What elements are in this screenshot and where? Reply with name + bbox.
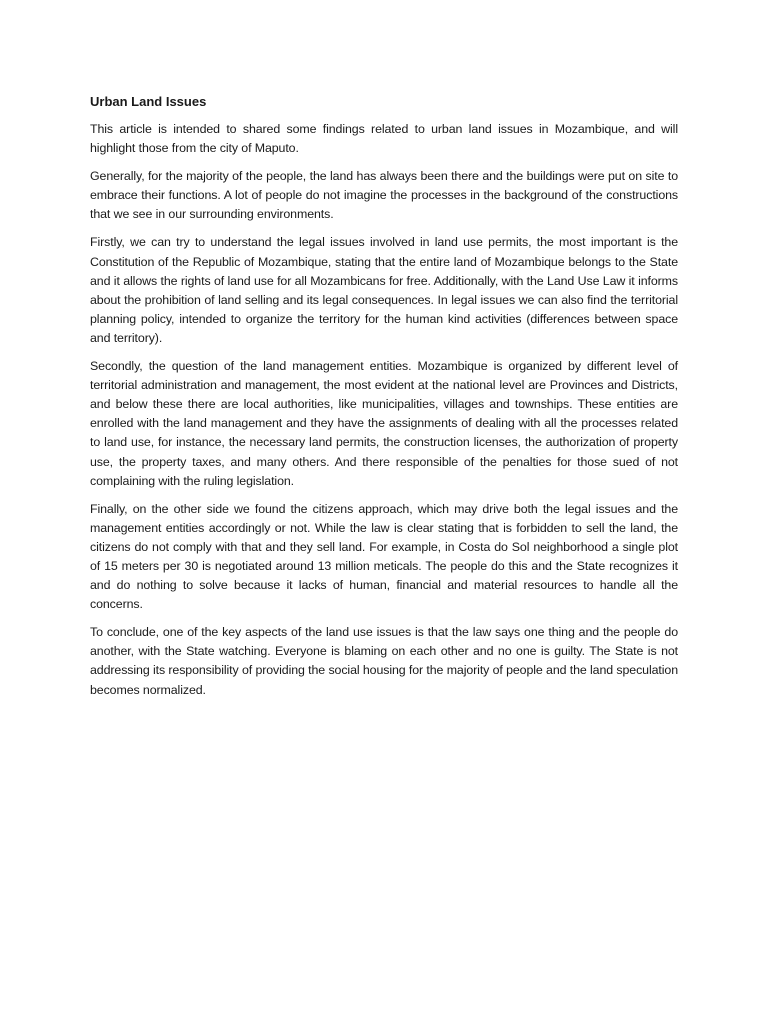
paragraph-introduction: This article is intended to shared some findings related to urban land issues in Mozambique, and will highlight those from the city of Maputo.: [90, 122, 678, 156]
paragraph-management-entities: Secondly, the question of the land management entities. Mozambique is organized by different level of territorial administration and management, the most evident at the national level are Provinces and Districts, and below these there are local authorities, like municipalities, villages and townships. These entities are enrolled with the land management and they have the assignments of dealing with all the processes related to land use, for instance, the necessary land permits, the construction licenses, the authorization of property use, the property taxes, and many others. And there responsible of the penalties for those sued of not complaining with the ruling legislation.: [90, 359, 678, 488]
document-body: [90, 93, 678, 709]
paragraph-conclusion: To conclude, one of the key aspects of the land use issues is that the law says one thing and the people do another, with the State watching. Everyone is blaming on each other and no one is guilty. The State is not addressing its responsibility of providing the social housing for the majority of people and the land speculation becomes normalized.: [90, 625, 678, 697]
document-title: Urban Land Issues: [90, 94, 207, 109]
paragraph-citizens-approach: Finally, on the other side we found the citizens approach, which may drive both the legal issues and the management entities accordingly or not. While the law is clear stating that is forbidden to sell the land, the citizens do not comply with that and they sell land. For example, in Costa do Sol neighborhood a single plot of 15 meters per 30 is negotiated around 13 million meticals. The people do this and the State recognizes it and do nothing to solve because it lacks of human, financial and material resources to handle all the concerns.: [90, 501, 678, 612]
paragraph-general: Generally, for the majority of the people, the land has always been there and the buildings were put on site to embrace their functions. A lot of people do not imagine the processes in the background of the constructions that we see in our surrounding environments.: [90, 169, 678, 222]
paragraph-legal-issues: Firstly, we can try to understand the legal issues involved in land use permits, the most important is the Constitution of the Republic of Mozambique, stating that the entire land of Mozambique belongs to the State and it allows the rights of land use for all Mozambicans for free. Additionally, with the Land Use Law it informs about the prohibition of land selling and its legal consequences. In legal issues we can also find the territorial planning policy, intended to organize the territory for the human kind activities (differences between space and territory).: [90, 235, 678, 345]
